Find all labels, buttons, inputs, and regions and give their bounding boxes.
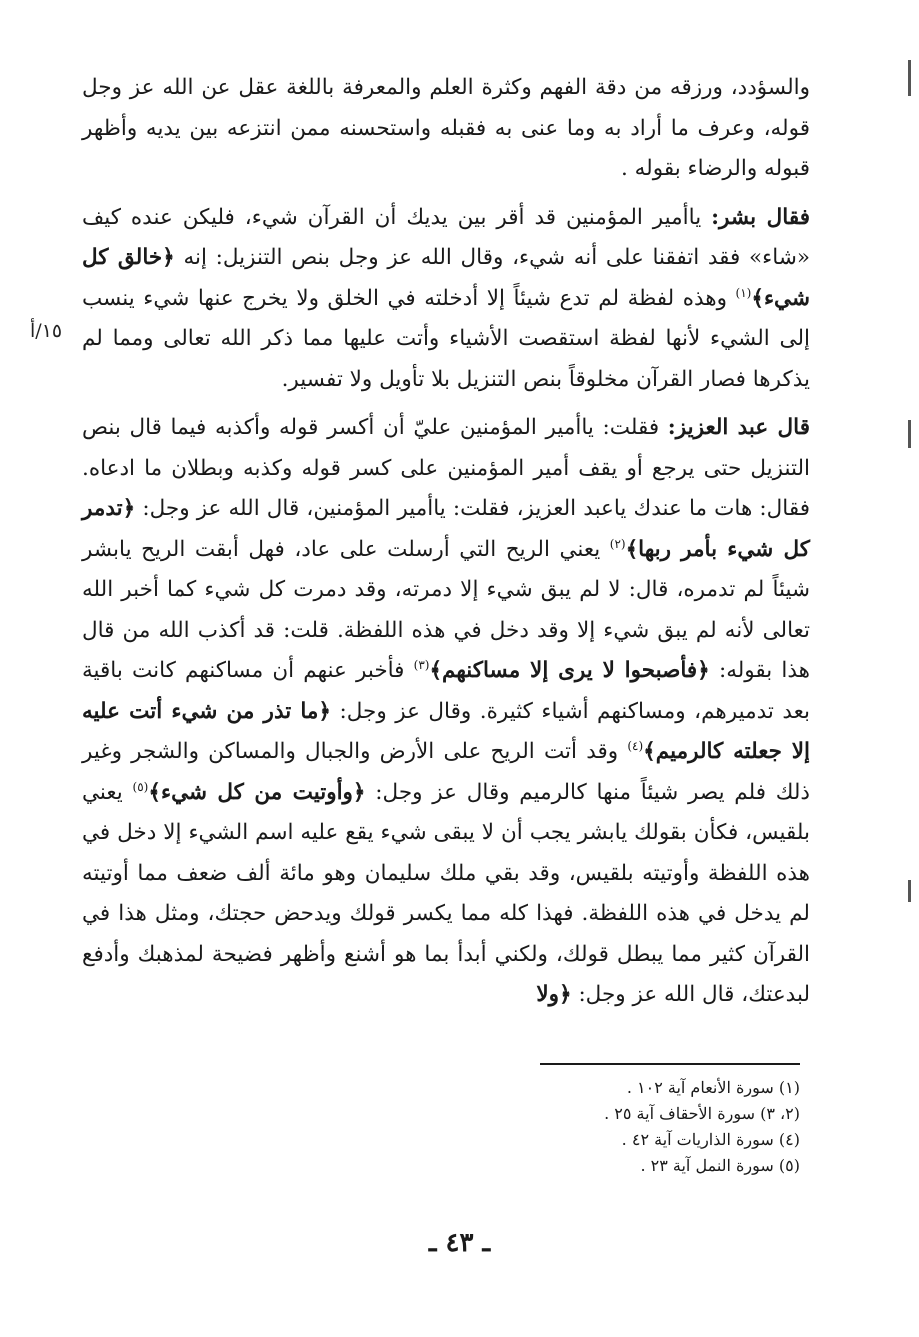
footnote: (٤) سورة الذاريات آية ٤٢ . bbox=[621, 1130, 800, 1149]
speaker-label: فقال بشر: bbox=[711, 204, 810, 230]
footnote: (٥) سورة النمل آية ٢٣ . bbox=[640, 1156, 800, 1175]
footnote: (٢، ٣) سورة الأحقاف آية ٢٥ . bbox=[604, 1104, 800, 1123]
scan-artifact bbox=[908, 60, 911, 96]
speaker-label: قال عبد العزيز: bbox=[667, 415, 810, 440]
footnote-ref: (١) bbox=[735, 285, 752, 300]
paragraph bbox=[82, 408, 810, 1016]
paragraph bbox=[82, 198, 810, 401]
text-run: وهذه لفظة لم تدع شيئاً إلا أدخلته في الخلق ولا يخرج عنها شيء ينسب إلى الشيء لأنها لفظة استقصت الأشياء وأتت عليها مما ذكر الله تعالى ومما لم يذكرها فصار القرآن مخلوقاً بنص التنزيل بلا تأويل ولا تفسير. bbox=[82, 285, 810, 392]
text-run: فأخبر عنهم أن مساكنهم كانت باقية بعد تدميرهم، ومساكنهم أشياء كثيرة. وقال عز وجل: bbox=[82, 658, 810, 724]
quran-quote: ﴿ولا bbox=[536, 982, 572, 1007]
footnote-ref: (٤) bbox=[627, 738, 644, 753]
scan-artifact bbox=[908, 880, 911, 902]
main-text bbox=[82, 68, 810, 1016]
quran-quote: ﴿وأوتيت من كل شيء﴾ bbox=[148, 779, 366, 805]
footnote-ref: (٢) bbox=[609, 536, 626, 551]
text-run: وقد أتت الريح على الأرض والجبال والمساكن والشجر وغير ذلك فلم يصر شيئاً منها كالرميم وقال عز وجل: bbox=[82, 739, 811, 805]
quran-quote: ﴿خالق كل شيء﴾ bbox=[82, 245, 810, 311]
quran-quote: ﴿تدمر كل شيء بأمر ربها﴾ bbox=[82, 496, 810, 562]
quran-quote: ﴿ما تذر من شيء أتت عليه إلا جعلته كالرميم﴾ bbox=[82, 698, 810, 764]
text-run: يعني بلقيس، فكأن بقولك يابشر يجب أن لا يبقى شيء يقع عليه اسم الشيء إلا دخل في هذه اللفظة وأوتيته بلقيس، وقد بقي ملك سليمان وهو مائة ألف ضعف مما أوتيته لم يدخل في هذه اللفظة. فهذا كله مما يكسر قولك ويدحض حجتك، ومثل هذا في القرآن كثير مما يبطل قولك، ولكني أبدأ بما هو أشنع وأظهر فضيحة لمذهبك وأدفع لبدعتك، قال الله عز وجل: bbox=[82, 779, 810, 1007]
scan-artifact bbox=[908, 420, 911, 448]
text-run: ياأمير المؤمنين قد أقر بين يديك أن القرآن شيء، فليكن عنده كيف «شاء» فقد اتفقنا على أنه شيء، وقال الله عز وجل بنص التنزيل: إنه bbox=[82, 204, 810, 270]
paragraph bbox=[82, 68, 810, 190]
page-number: ـ ٤٣ ـ bbox=[428, 1228, 491, 1258]
footnote-ref: (٣) bbox=[413, 657, 430, 672]
manuscript-folio-note: ١٥/أ bbox=[30, 320, 63, 342]
text-run: والسؤدد، ورزقه من دقة الفهم وكثرة العلم والمعرفة باللغة عقل عن الله عز وجل قوله، وعرف ما أراد به وما عنى به فقبله واستحسنه ممن انتزعه بين يديه وأظهر قبوله والرضاء بقوله . bbox=[82, 75, 810, 181]
text-run: فقلت: ياأمير المؤمنين عليّ أن أكسر قوله وأكذبه فيما قال بنص التنزيل حتى يرجع أو يقف أمير المؤمنين على كسر قوله وكذبه وبطلان ما ادعاه. فقال: هات ما عندك ياعبد العزيز، فقلت: ياأمير المؤمنين، قال الله عز وجل: bbox=[82, 415, 810, 521]
footnote: (١) سورة الأنعام آية ١٠٢ . bbox=[626, 1078, 800, 1097]
footnote-separator bbox=[540, 1063, 800, 1065]
text-run: يعني الريح التي أرسلت على عاد، فهل أبقت الريح يابشر شيئاً لم تدمره، قال: لا لم يبق شيء إلا دمرته، وقد دمرت كل شيء كما أخبر الله تعالى لأنه لم يبق شيء إلا وقد دخل في هذه اللفظة. قلت: قد أكذب الله من قال هذا بقوله: bbox=[82, 536, 811, 683]
footnotes bbox=[520, 1075, 800, 1179]
footnote-ref: (٥) bbox=[132, 779, 149, 794]
quran-quote: ﴿فأصبحوا لا يرى إلا مساكنهم﴾ bbox=[429, 658, 710, 683]
